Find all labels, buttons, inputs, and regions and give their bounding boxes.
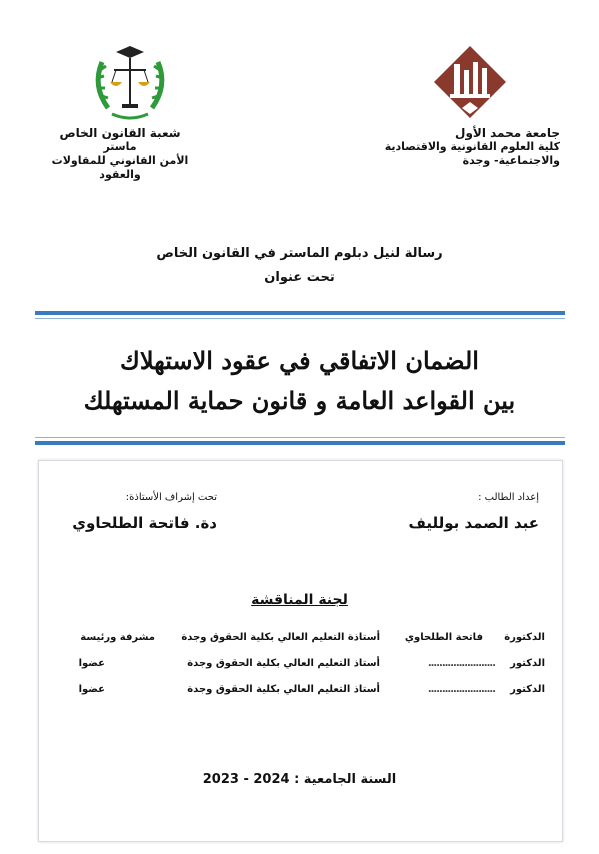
faculty-city: والاجتماعية- وجدة [462, 154, 560, 167]
member-role: عضوا [78, 684, 105, 695]
supervisor-label: تحت إشراف الأستاذة: [125, 492, 217, 503]
member-title: الدكتور [510, 658, 545, 669]
university-emblem-icon [432, 44, 508, 120]
member-position: أستاذ التعليم العالي بكلية الحقوق وجدة [187, 684, 380, 695]
member-role: مشرفة ورئيسة [80, 632, 155, 643]
committee-title: لجنة المناقشة [251, 592, 348, 608]
academic-year [0, 772, 599, 787]
member-name: فاتحة الطلحاوي [404, 632, 483, 643]
title-bottom-bar [35, 441, 565, 445]
member-position: أستاذة التعليم العالي بكلية الحقوق وجدة [181, 632, 380, 643]
academic-year-label: السنة الجامعية : [294, 772, 397, 787]
committee-row [55, 684, 545, 702]
supervisor-name: دة. فاتحة الطلحاوي [72, 514, 217, 532]
thesis-intro: رسالة لنيل دبلوم الماستر في القانون الخاص [156, 246, 443, 261]
student-name: عبد الصمد بولليف [408, 514, 539, 532]
committee-row [55, 658, 545, 676]
title-top-bar-thin [35, 318, 565, 319]
academic-year-value: 2023 - 2024 [202, 772, 290, 787]
program-division: شعبة القانون الخاص [59, 126, 181, 140]
program-name: الأمن القانوني للمقاولات والعقود [51, 154, 189, 181]
member-name: ........................ [427, 684, 495, 695]
thesis-intro-subtitle: تحت عنوان [264, 270, 335, 285]
member-position: أستاذ التعليم العالي بكلية الحقوق وجدة [187, 658, 380, 669]
title-top-bar [35, 311, 565, 315]
student-label: إعداد الطالب : [478, 492, 539, 503]
program-header [40, 126, 200, 182]
member-title: الدكتورة [504, 632, 545, 643]
program-degree: ماستر [103, 140, 137, 153]
university-header [380, 126, 560, 168]
faculty-name: كلية العلوم القانونية والاقتصادية [384, 140, 560, 153]
university-name: جامعة محمد الأول [455, 126, 560, 140]
thesis-title-line2: بين القواعد العامة و قانون حماية المستهلك [83, 386, 516, 415]
scales-of-justice-icon [88, 42, 172, 124]
title-bottom-bar-thin [35, 437, 565, 438]
member-title: الدكتور [510, 684, 545, 695]
member-name: ........................ [427, 658, 495, 669]
committee-row [55, 632, 545, 650]
thesis-title-line1: الضمان الاتفاقي في عقود الاستهلاك [120, 346, 479, 375]
member-role: عضوا [78, 658, 105, 669]
